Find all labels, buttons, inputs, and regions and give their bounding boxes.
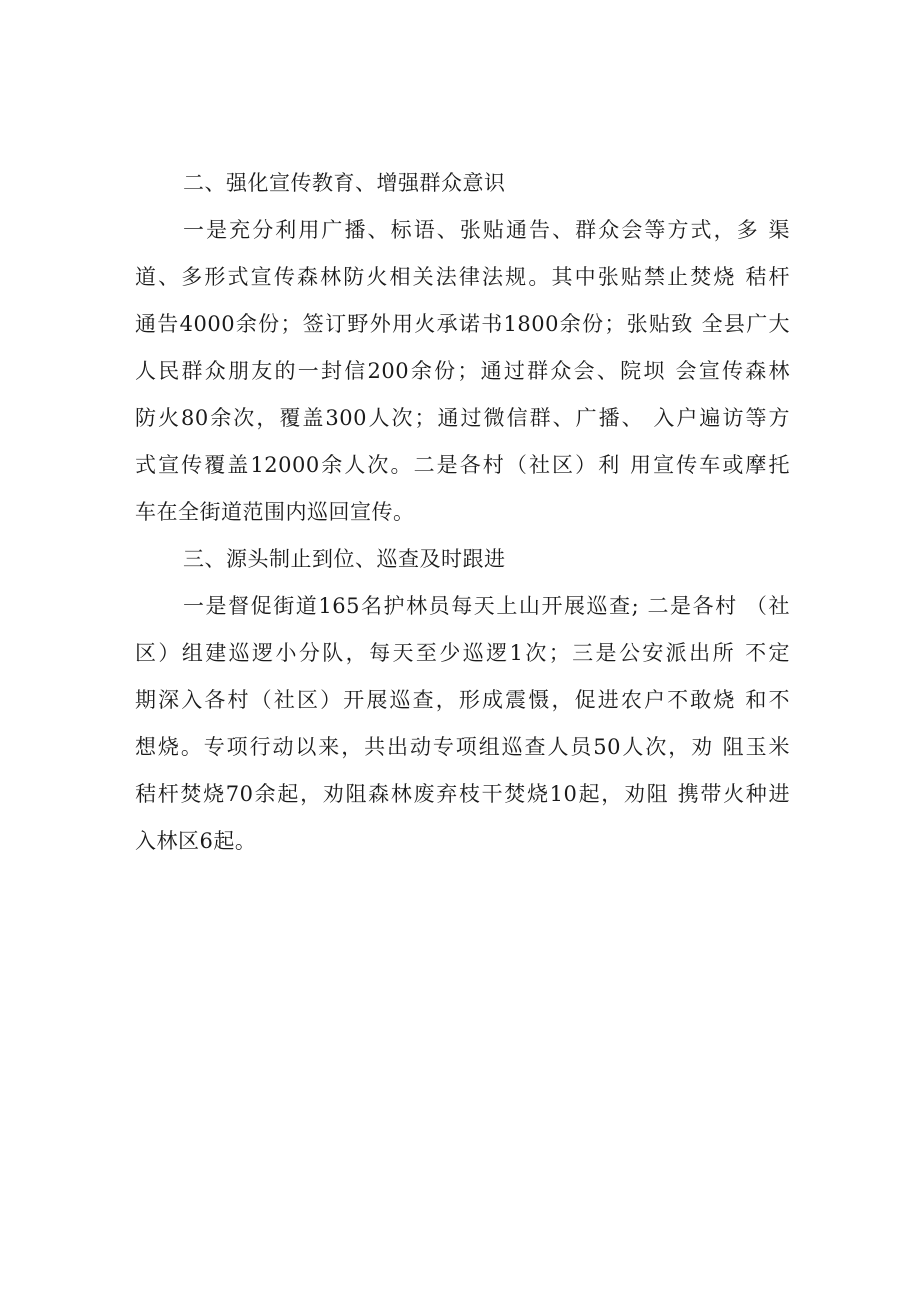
paragraph-line: 一是督促街道165名护林员每天上山开展巡查; 二是各村 （社 — [183, 594, 790, 618]
paragraph-line: 一是充分利用广播、标语、张贴通告、群众会等方式，多 渠 — [183, 218, 790, 242]
paragraph-patrol — [135, 583, 790, 865]
paragraph-line: 秸杆焚烧70余起，劝阻森林废弃枝干焚烧10起，劝阻 携带火种进 — [135, 782, 790, 806]
paragraph-line: 期深入各村（社区）开展巡查，形成震慑，促进农户不敢烧 和不 — [135, 688, 790, 712]
paragraph-line: 通告4000余份；签订野外用火承诺书1800余份；张贴致 全县广大 — [135, 312, 790, 336]
document-page — [135, 160, 790, 865]
section-heading-publicity: 二、强化宣传教育、增强群众意识 — [183, 171, 506, 195]
paragraph-line: 入林区6起。 — [135, 829, 257, 853]
paragraph-line: 想烧。专项行动以来，共出动专项组巡查人员50人次，劝 阻玉米 — [135, 735, 790, 759]
paragraph-line: 区）组建巡逻小分队，每天至少巡逻1次；三是公安派出所 不定 — [135, 641, 790, 665]
paragraph-line: 车在全街道范围内巡回宣传。 — [135, 500, 415, 524]
section-heading-patrol: 三、源头制止到位、巡查及时跟进 — [183, 547, 506, 571]
paragraph-line: 人民群众朋友的一封信200余份；通过群众会、院坝 会宣传森林 — [135, 359, 790, 383]
paragraph-line: 道、多形式宣传森林防火相关法律法规。其中张贴禁止焚烧 秸杆 — [135, 265, 790, 289]
paragraph-line: 式宣传覆盖12000余人次。二是各村（社区）利 用宣传车或摩托 — [135, 453, 790, 477]
paragraph-publicity — [135, 207, 790, 536]
paragraph-line: 防火80余次，覆盖300人次；通过微信群、广播、 入户遍访等方 — [135, 406, 790, 430]
